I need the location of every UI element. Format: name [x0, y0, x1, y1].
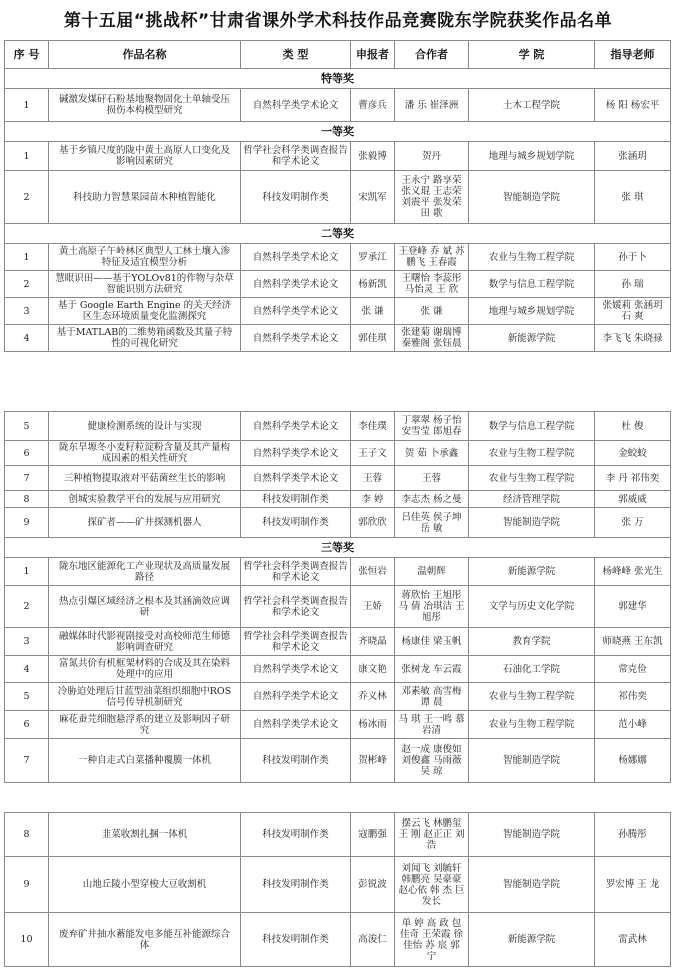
- cell-no: 4: [5, 656, 49, 683]
- cell-college: 农业与生物工程学院: [469, 441, 595, 466]
- cell-partners: 贺丹: [395, 142, 469, 171]
- cell-name: 陇东旱塬冬小麦籽粒淀粉含量及其产量构成因素的相关性研究: [49, 441, 241, 466]
- cell-name: 基于乡镇尺度的陇中黄土高原人口变化及影响因素研究: [49, 142, 241, 171]
- cell-college: 智能制造学院: [469, 171, 595, 224]
- cell-no: 2: [5, 271, 49, 298]
- cell-college: 地理与城乡规划学院: [469, 142, 595, 171]
- cell-name: 富氮共价有机框架材料的合成及其在染料处理中的应用: [49, 656, 241, 683]
- cell-applicant: 王子文: [351, 441, 395, 466]
- cell-no: 10: [5, 913, 49, 967]
- table-row: [5, 558, 671, 586]
- section-row-special: [5, 69, 671, 89]
- cell-applicant: 寇鹏强: [351, 813, 395, 857]
- cell-name: 探矿者——矿井探测机器人: [49, 508, 241, 538]
- cell-partners: 王蓉: [395, 466, 469, 491]
- cell-applicant: 乔义林: [351, 683, 395, 711]
- section-title-third: 三等奖: [5, 538, 671, 558]
- col-header-partners: 合作者: [395, 41, 469, 69]
- table-row: [5, 656, 671, 683]
- cell-partners: 吕佳英 侯子坤 岳 敏: [395, 508, 469, 538]
- cell-college: 农业与生物工程学院: [469, 466, 595, 491]
- cell-name: 韭菜收割扎捆一体机: [49, 813, 241, 857]
- table-row: [5, 441, 671, 466]
- cell-college: 土木工程学院: [469, 89, 595, 122]
- cell-name: 热点引爆区域经济之根本及其涵滴效应调研: [49, 586, 241, 628]
- cell-no: 3: [5, 628, 49, 656]
- cell-name: 创城实验教学平台的发展与应用研究: [49, 491, 241, 508]
- cell-partners: 潘 乐 崔泽洲: [395, 89, 469, 122]
- cell-no: 9: [5, 857, 49, 913]
- cell-partners: 贺 茹 卜承鑫: [395, 441, 469, 466]
- cell-type: 自然科学类学术论文: [241, 298, 351, 325]
- cell-no: 8: [5, 813, 49, 857]
- cell-type: 自然科学类学术论文: [241, 412, 351, 441]
- cell-partners: 王曙怡 李蕊彤 马怡灵 王 欣: [395, 271, 469, 298]
- cell-advisor: 罗宏博 王 龙: [595, 857, 671, 913]
- cell-name: 慧眼识田——基于YOLOv81的作物与杂草智能识别方法研究: [49, 271, 241, 298]
- cell-college: 农业与生物工程学院: [469, 711, 595, 739]
- cell-no: 4: [5, 325, 49, 352]
- cell-applicant: 张 谦: [351, 298, 395, 325]
- cell-applicant: 齐晓晶: [351, 628, 395, 656]
- table-row: [5, 412, 671, 441]
- table-row: [5, 271, 671, 298]
- cell-applicant: 张恒岩: [351, 558, 395, 586]
- cell-type: 科技发明制作类: [241, 913, 351, 967]
- cell-college: 智能制造学院: [469, 813, 595, 857]
- cell-applicant: 杨冰雨: [351, 711, 395, 739]
- cell-advisor: 郭建华: [595, 586, 671, 628]
- cell-advisor: 孙 瑞: [595, 271, 671, 298]
- cell-advisor: 郭威威: [595, 491, 671, 508]
- cell-partners: 邓素敏 高雪梅 谭 晨: [395, 683, 469, 711]
- cell-name: 碱激发煤矸石粉基地聚物固化土单轴受压损伤本构模型研究: [49, 89, 241, 122]
- cell-applicant: 张毅博: [351, 142, 395, 171]
- col-header-advisor: 指导老师: [595, 41, 671, 69]
- cell-no: 1: [5, 244, 49, 271]
- cell-type: 科技发明制作类: [241, 171, 351, 224]
- cell-name: 陇东地区能源化工产业现状及高质量发展路径: [49, 558, 241, 586]
- cell-applicant: 李 婷: [351, 491, 395, 508]
- cell-partners: 张建菊 谢瑞博 秦雅阁 张钰晨: [395, 325, 469, 352]
- section-title-second: 二等奖: [5, 224, 671, 244]
- cell-advisor: 祁伟奕: [595, 683, 671, 711]
- cell-name: 山地丘陵小型穿梭大豆收割机: [49, 857, 241, 913]
- section-row-first: [5, 122, 671, 142]
- cell-applicant: 宋凯军: [351, 171, 395, 224]
- cell-name: 融媒体时代影视剧接受对高校师范生师德影响调查研究: [49, 628, 241, 656]
- cell-college: 智能制造学院: [469, 857, 595, 913]
- cell-no: 7: [5, 739, 49, 783]
- cell-no: 5: [5, 683, 49, 711]
- cell-college: 新能源学院: [469, 558, 595, 586]
- cell-applicant: 贺彬峰: [351, 739, 395, 783]
- cell-college: 石油化工学院: [469, 656, 595, 683]
- col-header-name: 作品名称: [49, 41, 241, 69]
- table-row: [5, 89, 671, 122]
- cell-partners: 王永宁 路享荣 张义琨 王志荣 刘震平 张发荣 田 歌: [395, 171, 469, 224]
- cell-no: 1: [5, 89, 49, 122]
- table-row: [5, 142, 671, 171]
- cell-partners: 杨康佳 梁玉帆: [395, 628, 469, 656]
- cell-type: 科技发明制作类: [241, 491, 351, 508]
- table-row: [5, 857, 671, 913]
- cell-name: 冷胁迫处理后甘蓝型油菜组织细胞中ROS 信号传导机制研究: [49, 683, 241, 711]
- cell-applicant: 彭锐波: [351, 857, 395, 913]
- cell-no: 2: [5, 586, 49, 628]
- cell-type: 自然科学类学术论文: [241, 466, 351, 491]
- cell-name: 麻花蚕芫细胞悬浮系的建立及影响因子研究: [49, 711, 241, 739]
- cell-advisor: 杜 俊: [595, 412, 671, 441]
- cell-partners: 张树龙 车云霞: [395, 656, 469, 683]
- cell-advisor: 李飞飞 朱晓禄: [595, 325, 671, 352]
- cell-advisor: 杨峰峰 张光生: [595, 558, 671, 586]
- cell-advisor: 师晓燕 王东凯: [595, 628, 671, 656]
- cell-advisor: 孙腾彤: [595, 813, 671, 857]
- cell-type: 科技发明制作类: [241, 857, 351, 913]
- cell-partners: 丁翠翠 杨子怡 安雪莹 郎旭春: [395, 412, 469, 441]
- table-row: [5, 298, 671, 325]
- cell-type: 自然科学类学术论文: [241, 711, 351, 739]
- cell-no: 6: [5, 711, 49, 739]
- cell-partners: 王登峰 乔 斌 苏鹏飞 王春霞: [395, 244, 469, 271]
- cell-name: 废弃矿井抽水蓄能发电多能互补能源综合体: [49, 913, 241, 967]
- table-row: [5, 508, 671, 538]
- cell-no: 9: [5, 508, 49, 538]
- table-row: [5, 913, 671, 967]
- cell-partners: 摆云飞 林鹏玺 王 刚 赵正正 刘 浩: [395, 813, 469, 857]
- cell-name: 三种植物提取液对平菇菌丝生长的影响: [49, 466, 241, 491]
- cell-applicant: 王娇: [351, 586, 395, 628]
- cell-applicant: 罗承江: [351, 244, 395, 271]
- cell-no: 1: [5, 558, 49, 586]
- cell-partners: 张 谦: [395, 298, 469, 325]
- cell-advisor: 雷武林: [595, 913, 671, 967]
- cell-no: 5: [5, 412, 49, 441]
- awards-table-part-3: [4, 812, 671, 967]
- cell-applicant: 康文艳: [351, 656, 395, 683]
- cell-type: 自然科学类学术论文: [241, 271, 351, 298]
- cell-partners: 单 婷 高 政 包佳奇 王荣霞 徐佳怡 苏 宸 郭 宁: [395, 913, 469, 967]
- cell-advisor: 张 琪: [595, 171, 671, 224]
- cell-no: 8: [5, 491, 49, 508]
- table-row: [5, 711, 671, 739]
- cell-name: 科技助力智慧果园苗木种植智能化: [49, 171, 241, 224]
- cell-applicant: 王蓉: [351, 466, 395, 491]
- cell-advisor: 李 丹 祁伟奕: [595, 466, 671, 491]
- cell-partners: 刘闻飞 刘毓轩 韩鹏亮 吴豪豪 赵心依 韩 杰 巨发长: [395, 857, 469, 913]
- page-title: 第十五届“挑战杯”甘肃省课外学术科技作品竞赛陇东学院获奖作品名单: [63, 11, 613, 31]
- cell-college: 数学与信息工程学院: [469, 271, 595, 298]
- cell-college: 农业与生物工程学院: [469, 244, 595, 271]
- cell-type: 自然科学类学术论文: [241, 683, 351, 711]
- cell-type: 哲学社会科学类调查报告和学术论文: [241, 628, 351, 656]
- cell-type: 自然科学类学术论文: [241, 89, 351, 122]
- awards-table-part-2: [4, 411, 671, 783]
- cell-partners: 蒋欣怡 王旭彤 马 倩 冶琪洁 王旭彤: [395, 586, 469, 628]
- cell-applicant: 高浚仁: [351, 913, 395, 967]
- cell-college: 文学与历史文化学院: [469, 586, 595, 628]
- cell-advisor: 张涵玥: [595, 142, 671, 171]
- awards-table-part-1: [4, 40, 671, 352]
- cell-applicant: 李佳璞: [351, 412, 395, 441]
- section-title-first: 一等奖: [5, 122, 671, 142]
- cell-no: 2: [5, 171, 49, 224]
- table-row: [5, 466, 671, 491]
- cell-name: 健康检测系统的设计与实现: [49, 412, 241, 441]
- cell-name: 基于 Google Earth Engine 的关天经济区生态环境质量变化监测探究: [49, 298, 241, 325]
- cell-name: 一种自走式白菜播种覆膜一体机: [49, 739, 241, 783]
- cell-type: 自然科学类学术论文: [241, 325, 351, 352]
- cell-applicant: 郭欣欣: [351, 508, 395, 538]
- cell-type: 自然科学类学术论文: [241, 441, 351, 466]
- cell-type: 科技发明制作类: [241, 813, 351, 857]
- cell-type: 哲学社会科学类调查报告和学术论文: [241, 586, 351, 628]
- cell-no: 1: [5, 142, 49, 171]
- cell-college: 智能制造学院: [469, 508, 595, 538]
- cell-type: 科技发明制作类: [241, 508, 351, 538]
- col-header-type: 类 型: [241, 41, 351, 69]
- cell-college: 智能制造学院: [469, 739, 595, 783]
- cell-name: 基于MATLAB的二维势箱函数及其量子特性的可视化研究: [49, 325, 241, 352]
- cell-no: 6: [5, 441, 49, 466]
- cell-college: 农业与生物工程学院: [469, 683, 595, 711]
- section-title-special: 特等奖: [5, 69, 671, 89]
- cell-advisor: 孙于卜: [595, 244, 671, 271]
- cell-applicant: 杨新凯: [351, 271, 395, 298]
- cell-college: 教育学院: [469, 628, 595, 656]
- cell-advisor: 杨娜娜: [595, 739, 671, 783]
- cell-advisor: 张媛莉 张涵玥 石 爽: [595, 298, 671, 325]
- cell-applicant: 曹彦兵: [351, 89, 395, 122]
- table-row: [5, 325, 671, 352]
- table-header-row: [5, 41, 671, 69]
- col-header-no: 序 号: [5, 41, 49, 69]
- cell-advisor: 金蛟蛟: [595, 441, 671, 466]
- cell-partners: 李志杰 杨之曼: [395, 491, 469, 508]
- table-row: [5, 586, 671, 628]
- table-row: [5, 244, 671, 271]
- table-row: [5, 171, 671, 224]
- cell-type: 自然科学类学术论文: [241, 656, 351, 683]
- table-row: [5, 739, 671, 783]
- cell-advisor: 张 万: [595, 508, 671, 538]
- cell-partners: 温朝辉: [395, 558, 469, 586]
- table-row: [5, 491, 671, 508]
- cell-college: 数学与信息工程学院: [469, 412, 595, 441]
- cell-type: 哲学社会科学类调查报告和学术论文: [241, 558, 351, 586]
- cell-type: 自然科学类学术论文: [241, 244, 351, 271]
- cell-no: 7: [5, 466, 49, 491]
- cell-advisor: 范小峰: [595, 711, 671, 739]
- cell-partners: 马 琪 王一鸣 慕岩清: [395, 711, 469, 739]
- cell-name: 黄土高原子午岭林区典型人工林土壤入渗特征及适宜模型分析: [49, 244, 241, 271]
- cell-applicant: 郭佳琪: [351, 325, 395, 352]
- cell-college: 新能源学院: [469, 913, 595, 967]
- section-row-second: [5, 224, 671, 244]
- cell-no: 3: [5, 298, 49, 325]
- cell-type: 哲学社会科学类调查报告和学术论文: [241, 142, 351, 171]
- cell-type: 科技发明制作类: [241, 739, 351, 783]
- col-header-applicant: 申报者: [351, 41, 395, 69]
- cell-advisor: 杨 阳 杨宏平: [595, 89, 671, 122]
- table-row: [5, 628, 671, 656]
- table-row: [5, 813, 671, 857]
- cell-partners: 赵一成 康俊如 刘俊鑫 马雨薇 吴 琼: [395, 739, 469, 783]
- cell-college: 新能源学院: [469, 325, 595, 352]
- cell-college: 地理与城乡规划学院: [469, 298, 595, 325]
- cell-college: 经济管理学院: [469, 491, 595, 508]
- section-row-third: [5, 538, 671, 558]
- col-header-college: 学 院: [469, 41, 595, 69]
- cell-advisor: 常克俭: [595, 656, 671, 683]
- table-row: [5, 683, 671, 711]
